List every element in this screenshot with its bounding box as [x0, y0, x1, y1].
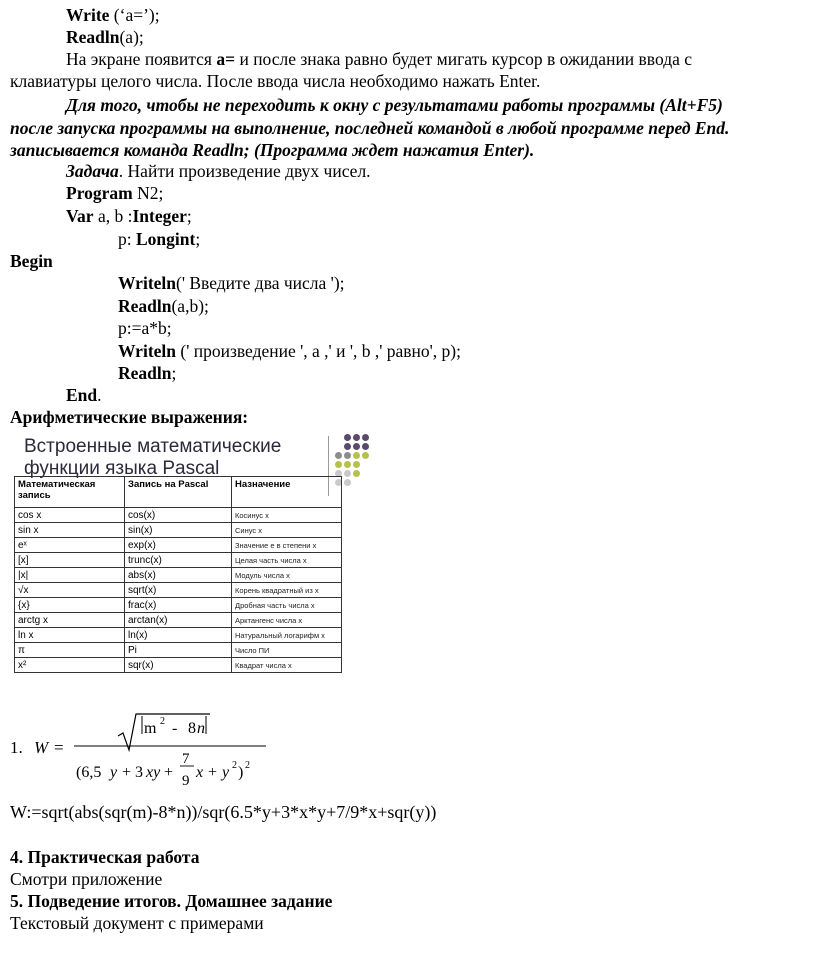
assign-line: p:=a*b;	[118, 318, 172, 338]
var-p-end: ;	[195, 229, 201, 249]
cell-math: π	[15, 643, 125, 658]
cell-pascal: sqrt(x)	[125, 583, 232, 598]
numerator-8: 8	[188, 720, 196, 737]
formula-lhs: W	[34, 738, 49, 757]
readln-final-line	[118, 362, 176, 384]
decorative-dot	[344, 452, 351, 459]
decorative-dot	[353, 434, 360, 441]
cell-purpose: Корень квадратный из x	[232, 583, 342, 598]
functions-table-row	[15, 583, 342, 598]
fraction-numerator: 7	[182, 751, 190, 767]
cell-purpose: Косинус x	[232, 508, 342, 523]
write-argument: (‘a=’);	[113, 5, 160, 25]
readln-keyword: Readln	[118, 296, 172, 316]
readln-keyword: Readln	[66, 27, 120, 47]
header-math: Математическая запись	[15, 477, 125, 508]
writeln-prompt-args: (' Введите два числа ');	[176, 273, 345, 293]
decorative-dot	[353, 470, 360, 477]
formula-equals: =	[54, 738, 64, 757]
cell-purpose: Значение e в степени x	[232, 538, 342, 553]
denominator-open: (6,5	[76, 764, 102, 781]
end-keyword: End	[66, 385, 98, 405]
functions-table-row	[15, 538, 342, 553]
denominator-xy: xy	[146, 764, 161, 781]
writeln-result-args: (' произведение ', a ,' и ', b ,' равно', p);	[176, 341, 461, 361]
writeln-keyword: Writeln	[118, 273, 177, 293]
readln-keyword: Readln	[118, 363, 172, 383]
var-end: ;	[186, 206, 192, 226]
cell-purpose: Натуральный логарифм x	[232, 628, 342, 643]
var-p-line	[118, 228, 200, 250]
decorative-dot	[344, 470, 351, 477]
functions-table-row	[15, 523, 342, 538]
cell-purpose: Синус x	[232, 523, 342, 538]
numerator-minus: -	[172, 720, 178, 737]
functions-table-row	[15, 628, 342, 643]
cell-pascal: frac(x)	[125, 598, 232, 613]
end-line	[66, 384, 102, 406]
task-label: Задача	[66, 161, 119, 181]
writeln-result-line	[118, 340, 461, 362]
numerator-n: n	[197, 720, 205, 737]
denominator-outer-exponent: 2	[245, 760, 250, 771]
section4-text: Смотри приложение	[10, 869, 163, 889]
denominator-x: x	[196, 764, 204, 781]
numerator-m: m	[144, 720, 157, 737]
decorative-dot	[335, 461, 342, 468]
cell-math: {x}	[15, 598, 125, 613]
code-readln-line	[66, 26, 144, 48]
functions-table-row	[15, 598, 342, 613]
denominator-y2: y	[222, 764, 230, 781]
cell-math: eˣ	[15, 538, 125, 553]
decorative-dot	[353, 443, 360, 450]
header-pascal: Запись на Pascal	[125, 477, 232, 508]
denominator-plus: +	[164, 764, 174, 781]
code-write-line	[66, 4, 160, 26]
cell-purpose: Арктангенс числа x	[232, 613, 342, 628]
cell-math: cos x	[15, 508, 125, 523]
var-p-name: p:	[118, 229, 136, 249]
fraction-denominator: 9	[182, 773, 190, 789]
var-keyword: Var	[66, 206, 94, 226]
section5-heading: 5. Подведение итогов. Домашнее задание	[10, 891, 333, 911]
task-text: . Найти произведение двух чисел.	[118, 161, 371, 181]
functions-table-row	[15, 643, 342, 658]
decorative-dot	[344, 461, 351, 468]
decorative-dot	[335, 452, 342, 459]
cell-math: ln x	[15, 628, 125, 643]
cell-pascal: arctan(x)	[125, 613, 232, 628]
readln-ab-args: (a,b);	[171, 296, 209, 316]
functions-table-row	[15, 508, 342, 523]
decorative-dot	[362, 434, 369, 441]
functions-table-row	[15, 658, 342, 673]
decorative-dot	[353, 452, 360, 459]
integer-type: Integer	[132, 206, 187, 226]
denominator-y1: y	[110, 764, 118, 781]
header-purpose: Назначение	[232, 477, 342, 508]
functions-table-row	[15, 553, 342, 568]
var-names: a, b :	[93, 206, 133, 226]
readln-ab-line	[118, 295, 209, 317]
cell-purpose: Дробная часть числа x	[232, 598, 342, 613]
formula-number: 1.	[10, 738, 23, 757]
intro-paragraph-line2: клавиатуры целого числа. После ввода числа необходимо нажать Enter.	[10, 71, 541, 91]
section4-heading: 4. Практическая работа	[10, 847, 200, 867]
functions-table-row	[15, 568, 342, 583]
cell-math: √x	[15, 583, 125, 598]
program-name: N2;	[132, 183, 164, 203]
cell-purpose: Число ПИ	[232, 643, 342, 658]
decorative-dot	[344, 479, 351, 486]
intro-text-bold: a=	[216, 49, 236, 69]
longint-type: Longint	[136, 229, 196, 249]
cell-pascal: Pi	[125, 643, 232, 658]
denominator-close: )	[238, 764, 244, 781]
cell-pascal: cos(x)	[125, 508, 232, 523]
functions-table-row	[15, 613, 342, 628]
arith-heading: Арифметические выражения:	[10, 407, 249, 427]
decorative-dot	[353, 461, 360, 468]
var-line	[66, 205, 192, 227]
cell-pascal: exp(x)	[125, 538, 232, 553]
program-keyword: Program	[66, 183, 133, 203]
begin-keyword: Begin	[10, 251, 53, 271]
denominator-y-exponent: 2	[232, 760, 237, 771]
cell-purpose: Целая часть числа x	[232, 553, 342, 568]
pascal-formula: W:=sqrt(abs(sqr(m)-8*n))/sqr(6.5*y+3*x*y+7/9*x+sqr(y))	[10, 802, 437, 822]
cell-pascal: sqr(x)	[125, 658, 232, 673]
readln-final-end: ;	[171, 363, 177, 383]
decorative-dot	[362, 452, 369, 459]
denominator-plus-y: +	[208, 764, 218, 781]
cell-math: [x]	[15, 553, 125, 568]
cell-math: x²	[15, 658, 125, 673]
slide-title: Встроенные математические функции языка Pascal	[24, 436, 282, 479]
decorative-dot	[362, 443, 369, 450]
task-line	[66, 160, 371, 182]
functions-table-header	[15, 477, 342, 508]
cell-pascal: sin(x)	[125, 523, 232, 538]
functions-table	[14, 476, 342, 673]
intro-paragraph-line1	[66, 48, 692, 70]
writeln-keyword: Writeln	[118, 341, 177, 361]
cell-pascal: abs(x)	[125, 568, 232, 583]
pascal-functions-slide	[10, 432, 360, 697]
cell-pascal: ln(x)	[125, 628, 232, 643]
intro-text-pre: На экране появится	[66, 49, 217, 69]
note-line2: после запуска программы на выполнение, последней командой в любой программе перед End.	[10, 118, 730, 138]
note-line1: Для того, чтобы не переходить к окну с результатами работы программы (Alt+F5)	[66, 95, 723, 115]
intro-text-post: и после знака равно будет мигать курсор в ожидании ввода с	[235, 49, 693, 69]
program-line	[66, 182, 163, 204]
end-dot: .	[97, 385, 102, 405]
cell-math: sin x	[15, 523, 125, 538]
decorative-dot	[344, 443, 351, 450]
denominator-plus3: + 3	[122, 764, 144, 781]
numerator-exponent: 2	[160, 716, 165, 727]
readln-argument: (a);	[119, 27, 144, 47]
section5-text: Текстовый документ с примерами	[10, 913, 264, 933]
cell-math: |x|	[15, 568, 125, 583]
decorative-dot	[344, 434, 351, 441]
cell-purpose: Модуль числа x	[232, 568, 342, 583]
cell-purpose: Квадрат числа x	[232, 658, 342, 673]
note-line3: записывается команда Readln; (Программа ждет нажатия Enter).	[10, 140, 535, 160]
cell-pascal: trunc(x)	[125, 553, 232, 568]
writeln-prompt-line	[118, 272, 345, 294]
cell-math: arctg x	[15, 613, 125, 628]
write-keyword: Write	[66, 5, 110, 25]
